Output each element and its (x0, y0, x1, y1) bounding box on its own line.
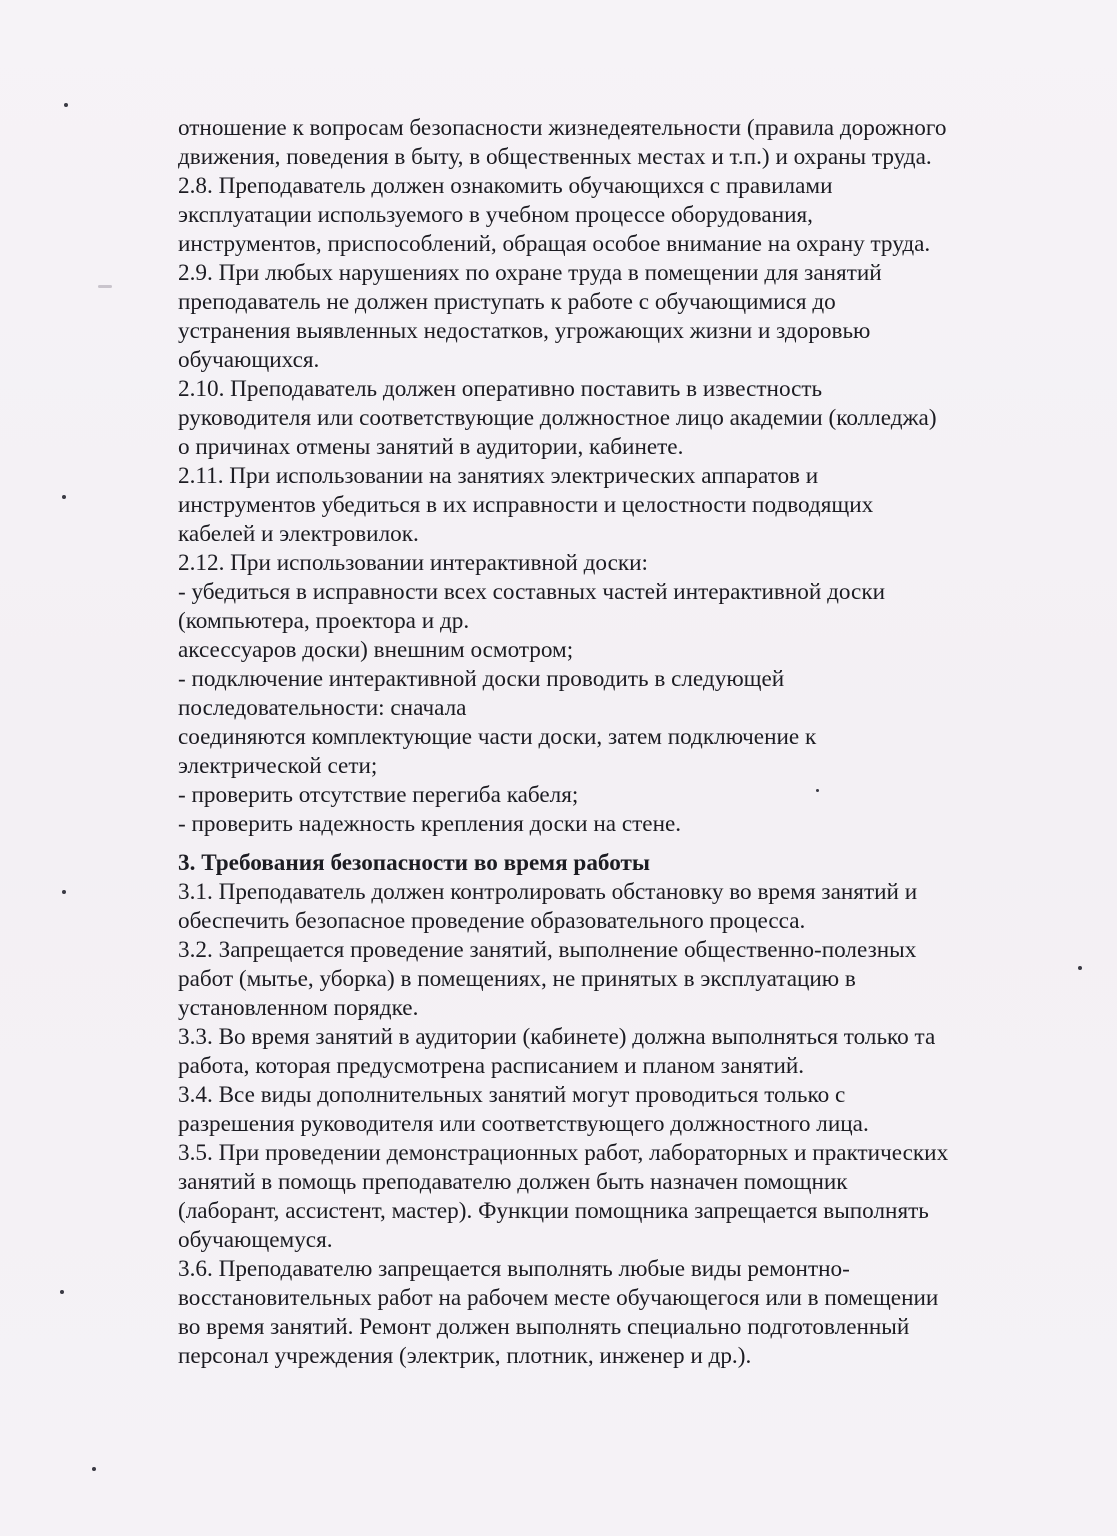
text-line: (компьютера, проектора и др. (178, 608, 470, 634)
text-line: 2.10. Преподаватель должен оперативно поставить в известность (178, 376, 823, 402)
text-line: персонал учреждения (электрик, плотник, инженер и др.). (178, 1343, 752, 1369)
text-line: последовательности: сначала (178, 695, 467, 721)
text-line: руководителя или соответствующие должностное лицо академии (колледжа) (178, 405, 937, 431)
document-body (178, 114, 1058, 1371)
text-line: электрической сети; (178, 753, 378, 779)
scan-dot (64, 103, 68, 107)
text-line: (лаборант, ассистент, мастер). Функции помощника запрещается выполнять (178, 1198, 929, 1224)
text-line: устранения выявленных недостатков, угрожающих жизни и здоровью (178, 318, 871, 344)
scan-dot (60, 1290, 64, 1294)
text-line: соединяются комплектующие части доски, затем подключение к (178, 724, 817, 750)
text-line: эксплуатации используемого в учебном процессе оборудования, (178, 202, 813, 228)
text-line: 2.12. При использовании интерактивной доски: (178, 550, 648, 576)
scan-dot (92, 1467, 96, 1471)
text-line: 3.6. Преподавателю запрещается выполнять любые виды ремонтно- (178, 1256, 850, 1282)
text-line: - проверить отсутствие перегиба кабеля; (178, 782, 579, 808)
text-line: работа, которая предусмотрена расписанием и планом занятий. (178, 1053, 805, 1079)
text-line: во время занятий. Ремонт должен выполнять специально подготовленный (178, 1314, 910, 1340)
text-line: о причинах отмены занятий в аудитории, кабинете. (178, 434, 684, 460)
text-line: 3.2. Запрещается проведение занятий, выполнение общественно-полезных (178, 937, 917, 963)
text-line: восстановительных работ на рабочем месте обучающегося или в помещении (178, 1285, 939, 1311)
text-line: обеспечить безопасное проведение образовательного процесса. (178, 908, 806, 934)
text-line: инструментов, приспособлений, обращая особое внимание на охрану труда. (178, 231, 931, 257)
text-line: - проверить надежность крепления доски на стене. (178, 811, 682, 837)
section-heading: 3. Требования безопасности во время работы (178, 850, 650, 876)
text-line: 3.3. Во время занятий в аудитории (кабинете) должна выполняться только та (178, 1024, 936, 1050)
scan-dot (1078, 966, 1082, 970)
text-line: аксессуаров доски) внешним осмотром; (178, 637, 574, 663)
text-line: - убедиться в исправности всех составных частей интерактивной доски (178, 579, 886, 605)
scan-dot (62, 495, 66, 499)
text-line: занятий в помощь преподавателю должен быть назначен помощник (178, 1169, 848, 1195)
text-line: 3.1. Преподаватель должен контролировать обстановку во время занятий и (178, 879, 918, 905)
text-line: обучающихся. (178, 347, 320, 373)
text-line: 2.9. При любых нарушениях по охране труда в помещении для занятий (178, 260, 882, 286)
scan-speck (98, 285, 112, 288)
text-line: - подключение интерактивной доски проводить в следующей (178, 666, 785, 692)
text-line: 2.11. При использовании на занятиях электрических аппаратов и (178, 463, 819, 489)
text-line: работ (мытье, уборка) в помещениях, не принятых в эксплуатацию в (178, 966, 856, 992)
text-line: обучающемуся. (178, 1227, 333, 1253)
text-line: 2.8. Преподаватель должен ознакомить обучающихся с правилами (178, 173, 833, 199)
text-line: движения, поведения в быту, в общественных местах и т.п.) и охраны труда. (178, 144, 932, 170)
text-line: отношение к вопросам безопасности жизнедеятельности (правила дорожного (178, 115, 947, 141)
text-line: инструментов убедиться в их исправности и целостности подводящих (178, 492, 874, 518)
text-line: кабелей и электровилок. (178, 521, 419, 547)
text-line: 3.5. При проведении демонстрационных работ, лабораторных и практических (178, 1140, 949, 1166)
text-line: 3.4. Все виды дополнительных занятий могут проводиться только с (178, 1082, 846, 1108)
text-line: разрешения руководителя или соответствующего должностного лица. (178, 1111, 869, 1137)
text-line: установленном порядке. (178, 995, 419, 1021)
scan-dot (62, 890, 66, 894)
text-line: преподаватель не должен приступать к работе с обучающимися до (178, 289, 836, 315)
